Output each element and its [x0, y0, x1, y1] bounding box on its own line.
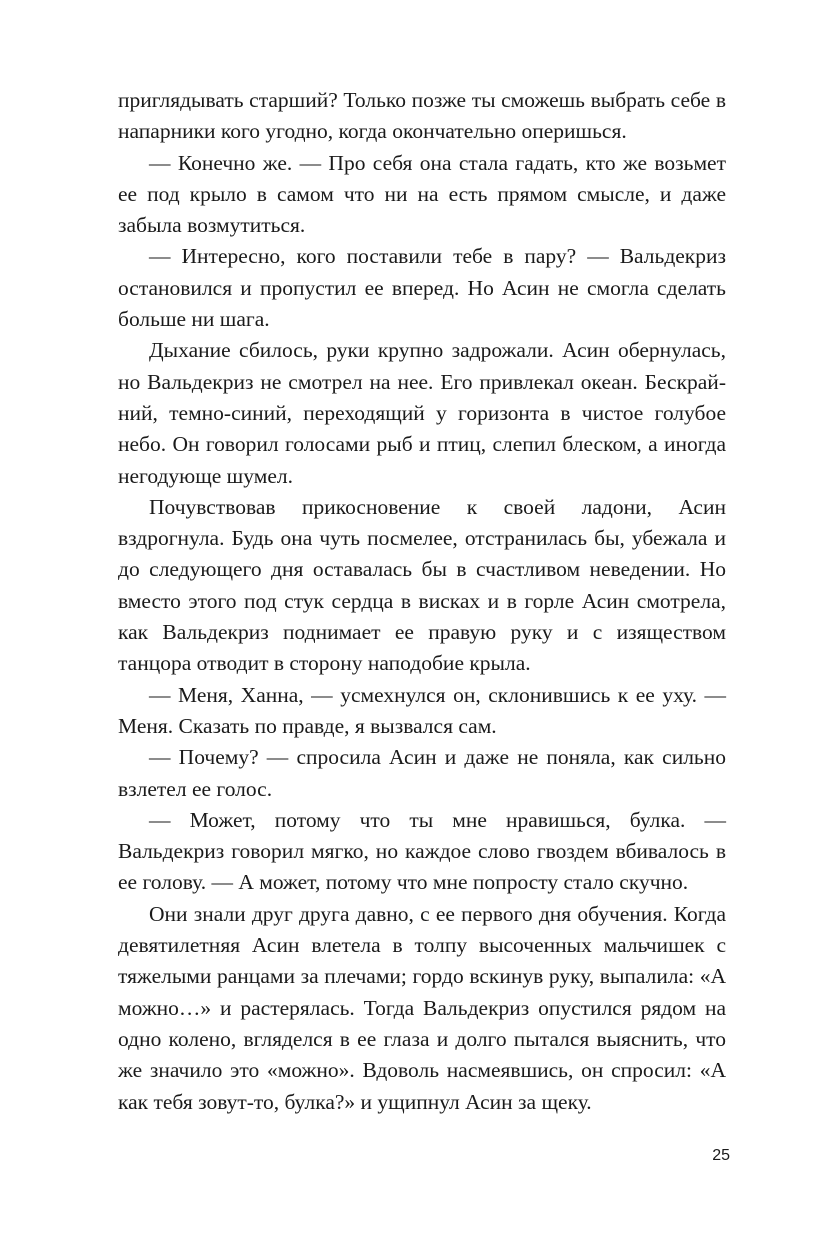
page-number: 25: [712, 1147, 730, 1164]
paragraph-8: — Может, потому что ты мне нравишься, булка. — Вальдекриз говорил мягко, но каждое слово гвоздем вбивалось в ее голову. — А может, потому что мне попросту стало скучно.: [118, 807, 726, 895]
paragraph-4: Дыхание сбилось, руки крупно задрожали. Асин обернулась, но Вальдекриз не смотрел на нее. Его привлекал океан. Бескрайний, темно-синий, переходящий у горизонта в чистое голубое небо. Он говорил голосами рыб и птиц, слепил блеском, а иногда негодующе шумел.: [118, 338, 726, 488]
paragraph-2: — Конечно же. — Про себя она стала гадать, кто же возьмет ее под крыло в самом что ни на есть прямом смысле, и даже забыла возмутиться.: [118, 150, 726, 238]
paragraph-7: — Почему? — спросила Асин и даже не поняла, как сильно взлетел ее голос.: [118, 745, 726, 801]
paragraph-1: приглядывать старший? Только позже ты сможешь выбрать себе в напарники кого угодно, когда окончательно оперишься.: [118, 88, 726, 144]
paragraph-6: — Меня, Ханна, — усмехнулся он, склонившись к ее уху. — Меня. Сказать по правде, я вызвался сам.: [118, 682, 726, 738]
paragraph-3: — Интересно, кого поставили тебе в пару? — Вальдекриз остановился и пропустил ее вперед. Но Асин не смогла сделать больше ни шага.: [118, 244, 726, 332]
paragraph-5: Почувствовав прикосновение к своей ладони, Асин вздрогнула. Будь она чуть посмелее, отстранилась бы, убежала и до следующего дня оставалась бы в счастливом неведении. Но вместо этого под стук сердца в висках и в горле Асин смотрела, как Вальдекриз поднимает ее правую руку и с изяществом танцора отводит в сторону наподобие крыла.: [118, 494, 726, 676]
body-text: [118, 85, 726, 1118]
paragraph-9: Они знали друг друга давно, с ее первого дня обучения. Когда девятилетняя Асин влетела в толпу высоченных мальчишек с тяжелыми ранцами за плечами; гордо вскинув руку, выпалила: «А можно…» и растерялась. Тогда Вальдекриз опустился рядом на одно колено, вгляделся в ее глаза и долго пытался выяснить, что же значило это «можно». Вдоволь насмеявшись, он спросил: «А как тебя зовут-то, булка?» и ущипнул Асин за щеку.: [118, 901, 726, 1114]
